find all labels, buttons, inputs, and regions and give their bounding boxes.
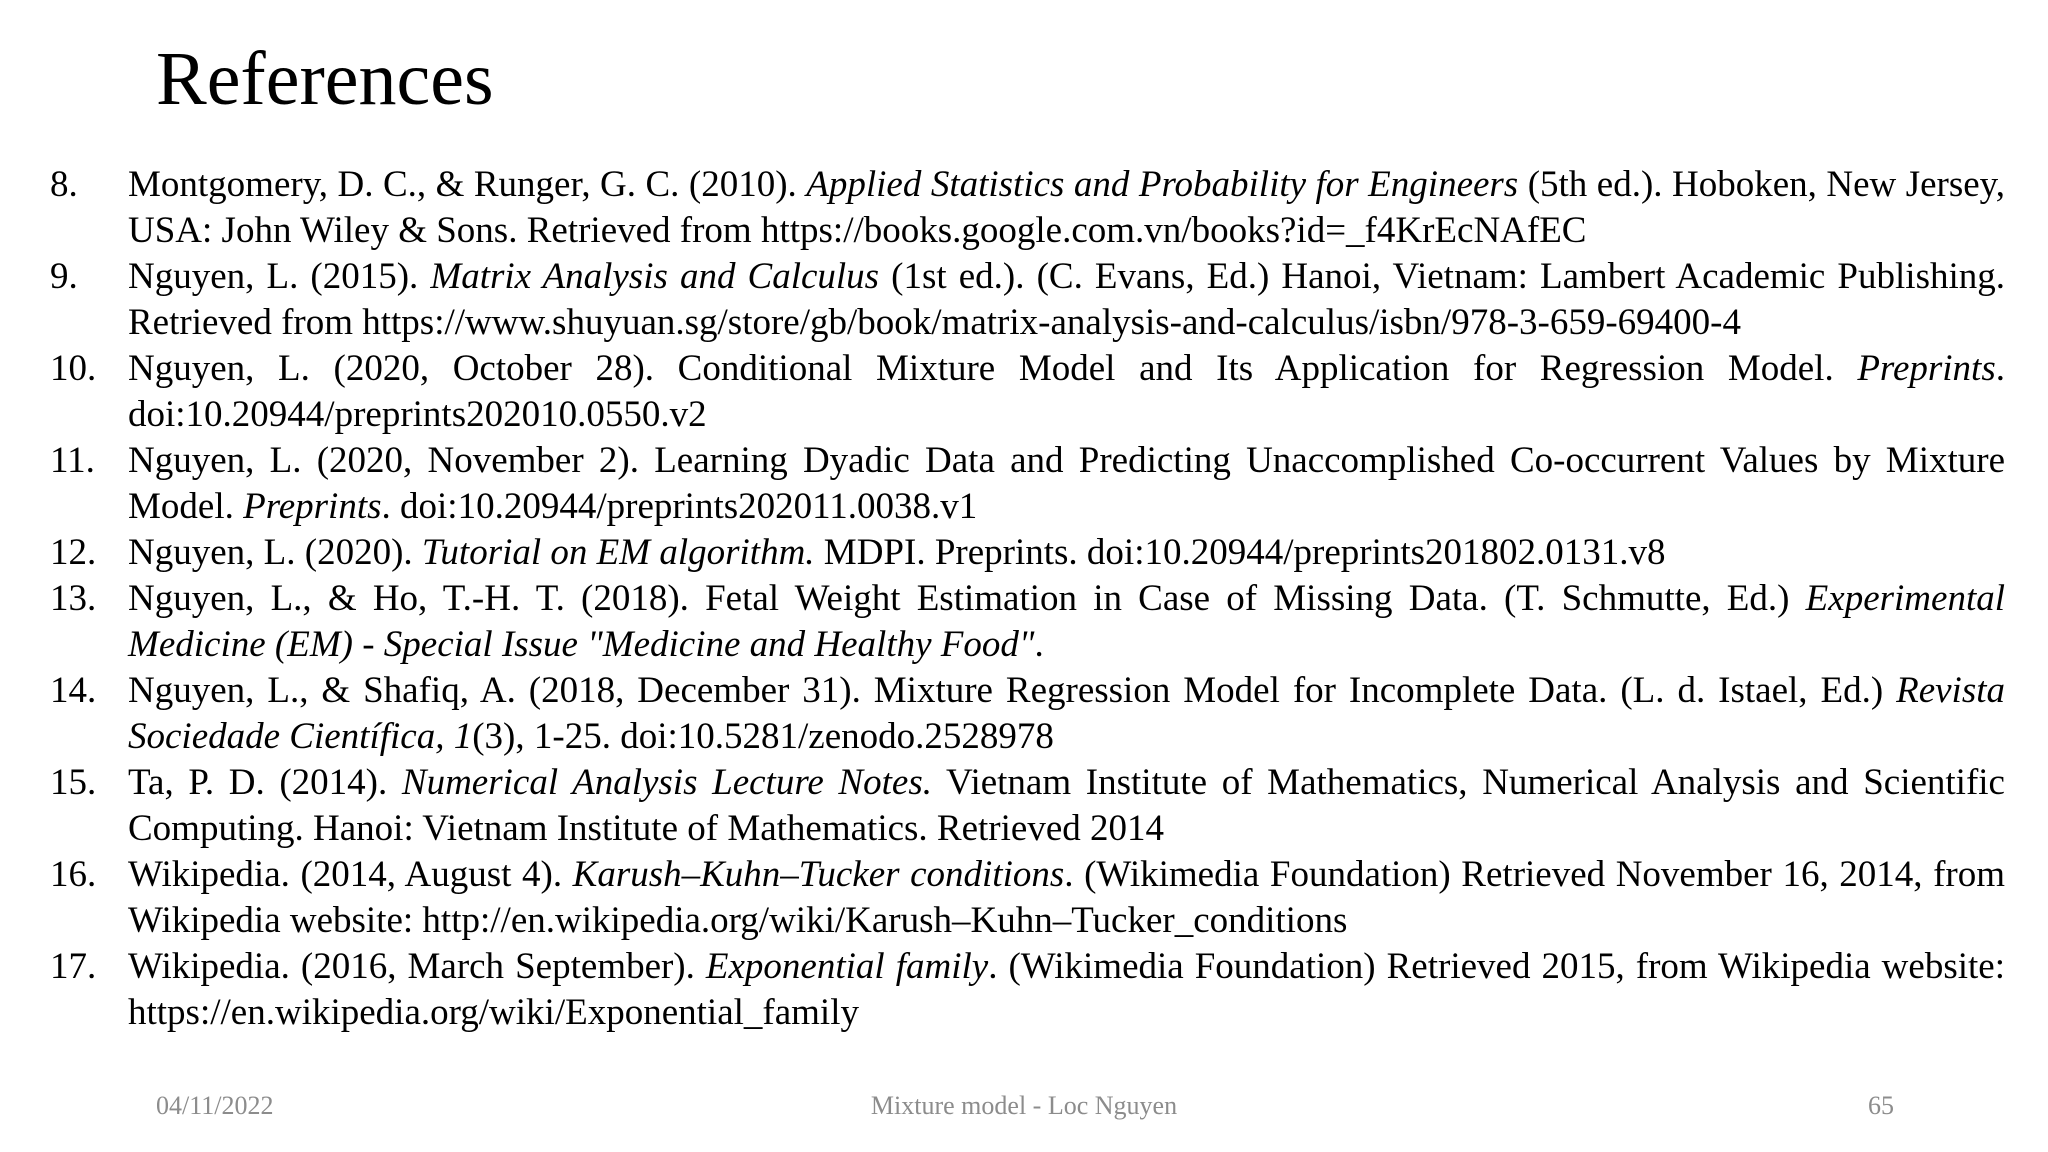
reference-details: (1st ed.). (C. Evans, Ed.) Hanoi, Vietnam: Lambert Academic Publishing. Retrieved from https://www.shuyuan.sg/store/gb/book/matrix-analysis-and-calculus/isbn/978-3-659-69400-4 bbox=[128, 256, 2005, 343]
footer-date: 04/11/2022 bbox=[156, 1091, 274, 1120]
reference-title: Tutorial on EM algorithm. bbox=[421, 532, 815, 573]
reference-details: . bbox=[1034, 624, 1044, 665]
reference-title: Exponential family bbox=[705, 946, 989, 987]
reference-details: . doi:10.20944/preprints202011.0038.v1 bbox=[381, 486, 978, 527]
reference-details: (3), 1-25. doi:10.5281/zenodo.2528978 bbox=[472, 716, 1054, 757]
reference-title: Karush–Kuhn–Tucker conditions bbox=[572, 854, 1065, 895]
reference-text: Montgomery, D. C., & Runger, G. C. (2010). bbox=[128, 164, 807, 205]
reference-number: 8. bbox=[50, 164, 78, 205]
reference-title: Experimental Medicine (EM) - Special Issue "Medicine and Healthy Food" bbox=[128, 578, 2005, 665]
reference-text: Wikipedia. (2016, March September). bbox=[128, 946, 706, 987]
reference-number: 11. bbox=[50, 440, 95, 481]
reference-number: 9. bbox=[50, 256, 78, 297]
reference-number: 12. bbox=[50, 532, 97, 573]
page-title: References bbox=[156, 37, 494, 121]
reference-text: Ta, P. D. (2014). bbox=[128, 762, 402, 803]
reference-item bbox=[50, 852, 2005, 944]
reference-text: Nguyen, L. (2020, October 28). Conditional Mixture Model and Its Application for Regression Model. bbox=[128, 348, 1858, 389]
reference-text: Nguyen, L. (2015). bbox=[128, 256, 431, 297]
reference-details: . (Wikimedia Foundation) Retrieved 2015, from Wikipedia website: https://en.wikipedia.org/wiki/Exponential_family bbox=[128, 946, 2005, 1033]
reference-list bbox=[50, 162, 2005, 1036]
reference-number: 15. bbox=[50, 762, 97, 803]
reference-item bbox=[50, 944, 2005, 1036]
reference-item bbox=[50, 530, 2005, 576]
reference-item bbox=[50, 576, 2005, 668]
reference-text: Nguyen, L., & Ho, T.-H. T. (2018). Fetal Weight Estimation in Case of Missing Data. (T. Schmutte, Ed.) bbox=[128, 578, 1806, 619]
reference-details: MDPI. Preprints. doi:10.20944/preprints201802.0131.v8 bbox=[814, 532, 1666, 573]
reference-details: Vietnam Institute of Mathematics, Numerical Analysis and Scientific Computing. Hanoi: Vietnam Institute of Mathematics. Retrieved 2014 bbox=[128, 762, 2005, 849]
reference-details: . doi:10.20944/preprints202010.0550.v2 bbox=[128, 348, 2005, 435]
reference-title: Preprints bbox=[1857, 348, 1996, 389]
reference-details: (5th ed.). Hoboken, New Jersey, USA: John Wiley & Sons. Retrieved from https://books.google.com.vn/books?id=_f4KrEcNAfEC bbox=[128, 164, 2005, 251]
reference-details: . (Wikimedia Foundation) Retrieved November 16, 2014, from Wikipedia website: http://en.wikipedia.org/wiki/Karush–Kuhn–Tucker_conditions bbox=[128, 854, 2005, 941]
reference-title: Applied Statistics and Probability for Engineers bbox=[806, 164, 1519, 205]
reference-item bbox=[50, 254, 2005, 346]
reference-title: Matrix Analysis and Calculus bbox=[430, 256, 880, 297]
reference-number: 17. bbox=[50, 946, 97, 987]
reference-text: Nguyen, L., & Shafiq, A. (2018, December 31). Mixture Regression Model for Incomplete Data. (L. d. Istael, Ed.) bbox=[128, 670, 1897, 711]
reference-text: Nguyen, L. (2020, November 2). Learning Dyadic Data and Predicting Unaccomplished Co-occurrent Values by Mixture Model. bbox=[128, 440, 2005, 527]
reference-item bbox=[50, 760, 2005, 852]
reference-title: Revista Sociedade Científica, 1 bbox=[128, 670, 2005, 757]
reference-number: 13. bbox=[50, 578, 97, 619]
reference-number: 16. bbox=[50, 854, 97, 895]
footer-title: Mixture model - Loc Nguyen bbox=[870, 1091, 1178, 1120]
page-number: 65 bbox=[1868, 1091, 1894, 1120]
reference-number: 14. bbox=[50, 670, 97, 711]
reference-item bbox=[50, 438, 2005, 530]
reference-text: Wikipedia. (2014, August 4). bbox=[128, 854, 573, 895]
reference-title: Numerical Analysis Lecture Notes. bbox=[401, 762, 932, 803]
reference-item bbox=[50, 346, 2005, 438]
reference-title: Preprints bbox=[243, 486, 382, 527]
reference-item bbox=[50, 162, 2005, 254]
reference-item bbox=[50, 668, 2005, 760]
reference-text: Nguyen, L. (2020). bbox=[128, 532, 422, 573]
reference-number: 10. bbox=[50, 348, 97, 389]
